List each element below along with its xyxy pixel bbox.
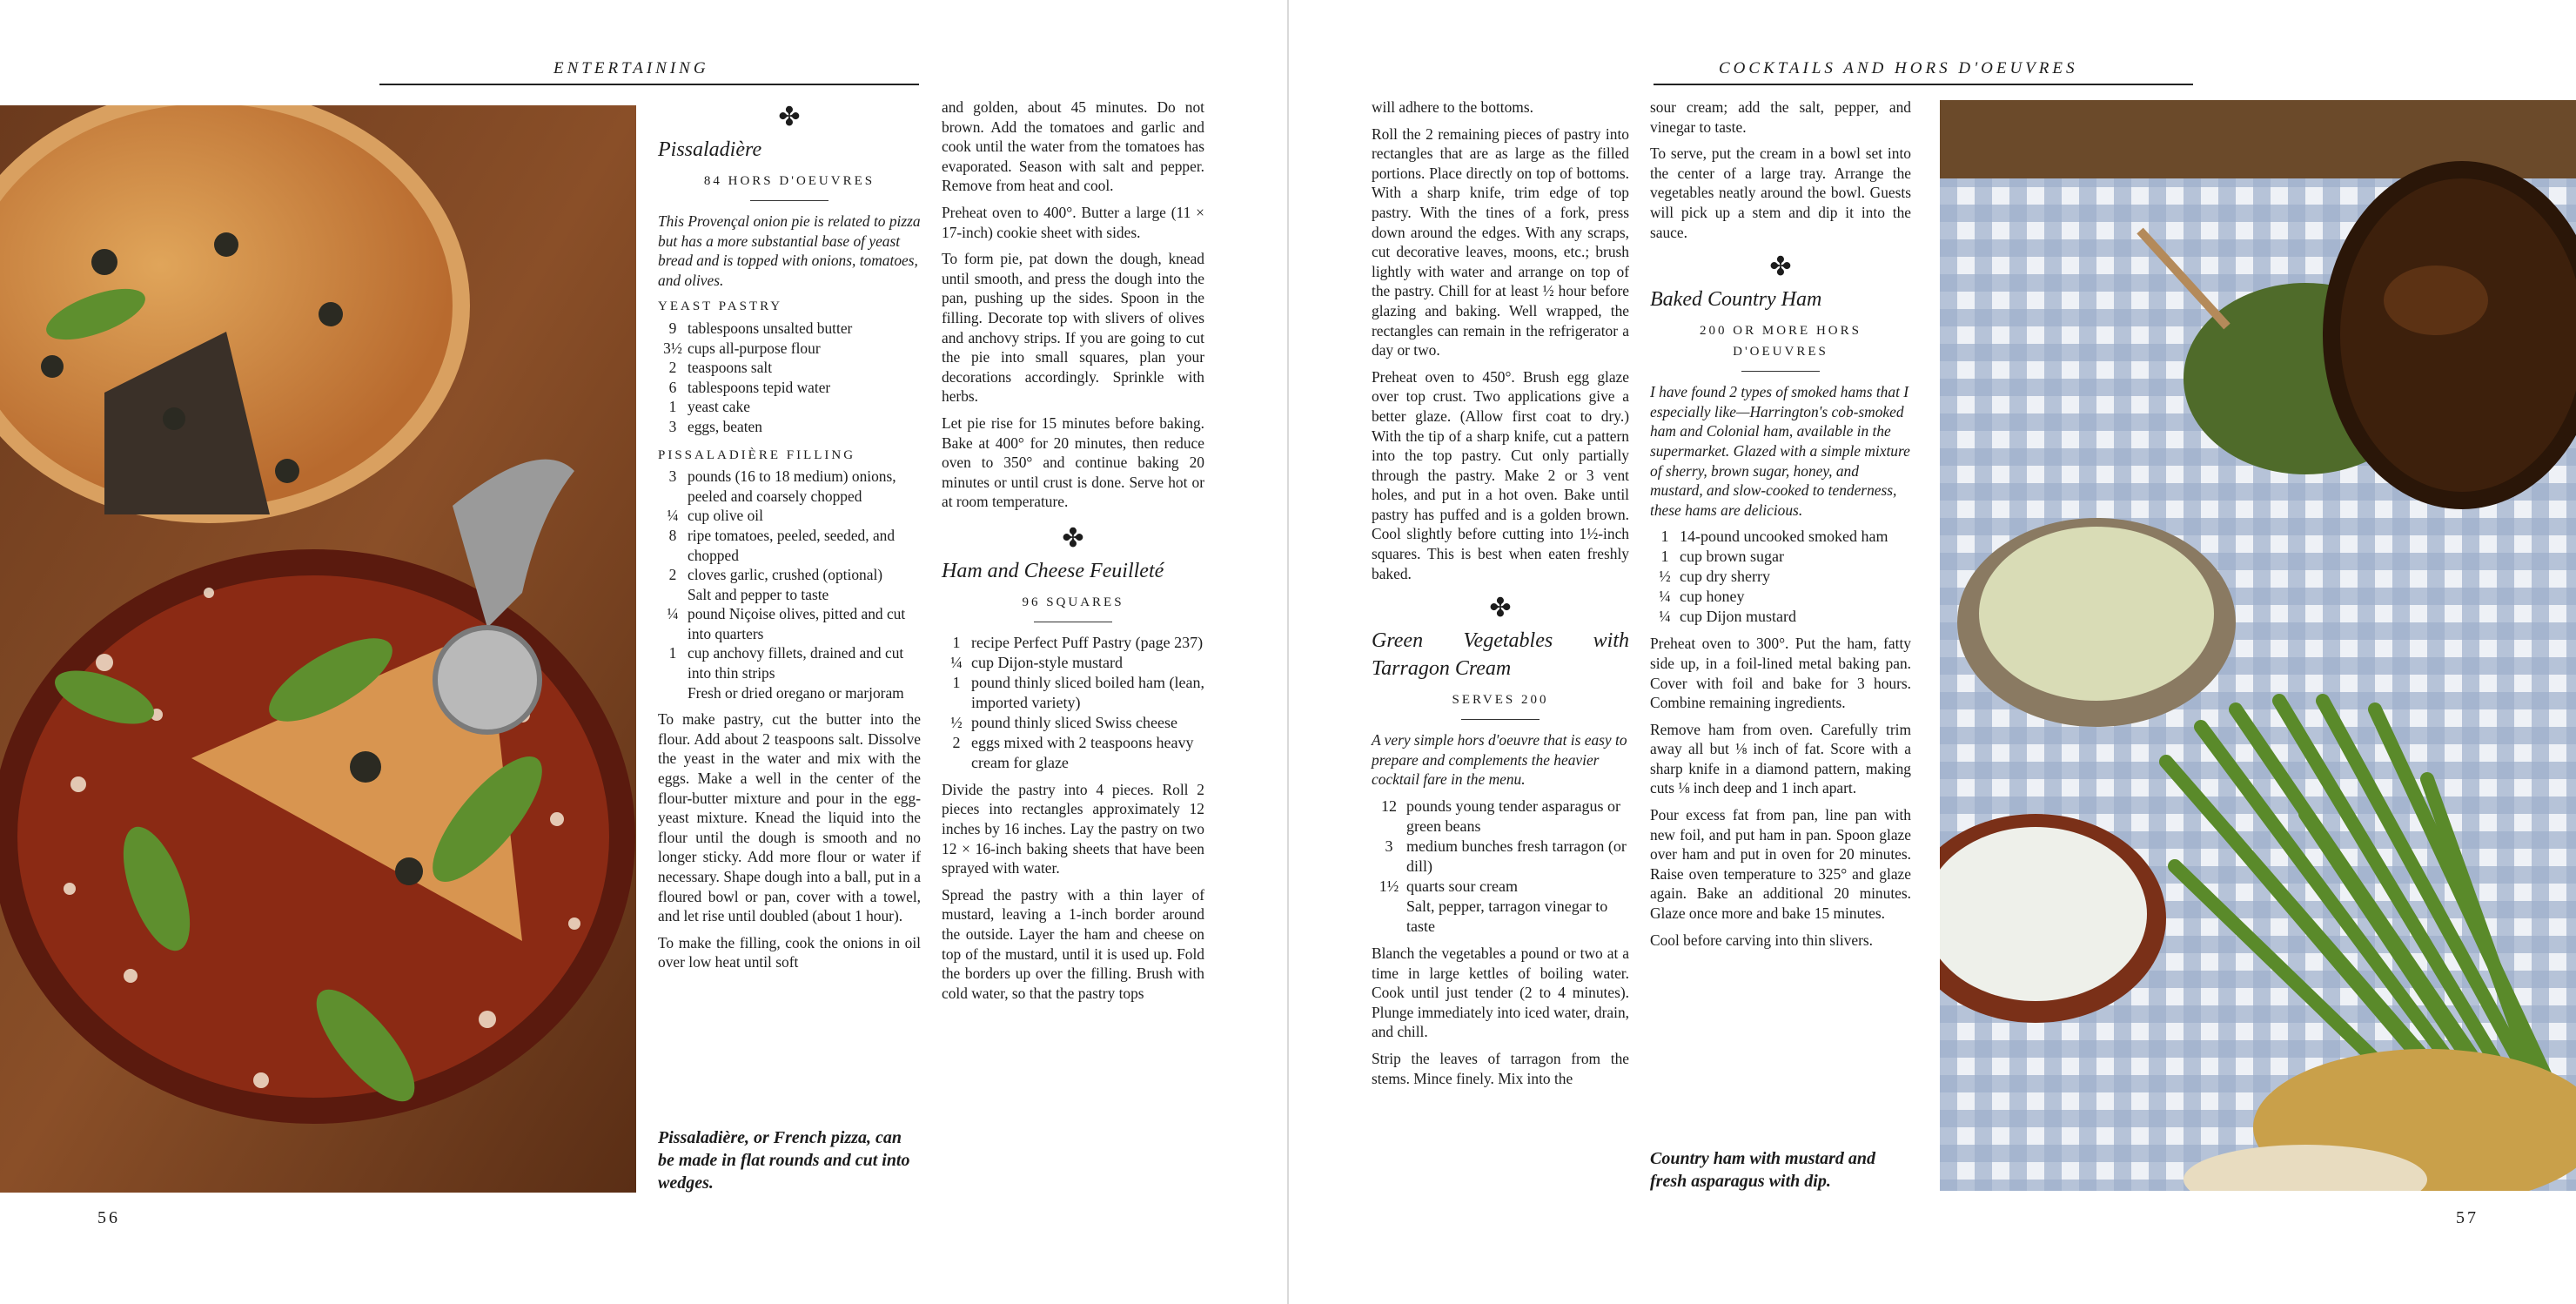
recipe-intro: I have found 2 types of smoked hams that I especially like—Harrington's cob-smoked ham and Colonial ham, available in the supermarket. Glazed with a simple mixture of sherry, brown sugar, honey, and mustard, and slow-cooked to tenderness, these hams are delicious. — [1650, 383, 1910, 519]
ingredient-item: ¼ pound Niçoise olives, pitted and cut into quarters — [667, 605, 906, 642]
page-gutter — [1287, 0, 1289, 1304]
ingredient-item: Salt and pepper to taste — [688, 585, 829, 603]
method-paragraph: Preheat oven to 400°. Butter a large (11 × 17-inch) cookie sheet with sides. — [942, 203, 1204, 241]
header-rule-left — [379, 84, 919, 85]
ingredient-item: ½ pound thinly sliced Swiss cheese — [950, 713, 1177, 731]
photo-caption-left: Pissaladière, or French pizza, can be made in flat rounds and cut into wedges. — [658, 1128, 910, 1193]
ingredient-item: Salt, pepper, tarragon vinegar to taste — [1406, 897, 1608, 936]
method-paragraph: Blanch the vegetables a pound or two at a time in large kettles of boiling water. Cook until just tender (2 to 4 minutes). Plunge immediately into iced water, drain, and chill. — [1372, 944, 1629, 1041]
header-rule-right — [1654, 84, 2193, 85]
ingredient-item: 3 medium bunches fresh tarragon (or dill) — [1385, 837, 1627, 876]
recipe-yield: 96 SQUARES — [1022, 595, 1124, 609]
ingredient-item: 2 cloves garlic, crushed (optional) — [668, 566, 883, 584]
ingredient-item: ¼ cup Dijon-style mustard — [950, 653, 1123, 671]
method-paragraph: To serve, put the cream in a bowl set into the center of a large tray. Arrange the vegetables neatly around the bowl. Guests will pick up a stem and dip it into the sauce. — [1650, 145, 1911, 241]
method-paragraph: Divide the pastry into 4 pieces. Roll 2 pieces into rectangles approximately 12 inches by 16 inches. Lay the pastry on two 12 × 16-inch baking sheets that have been sprayed with water. — [942, 780, 1204, 877]
ingredient-item: 3½ cups all-purpose flour — [663, 339, 821, 357]
ingredient-item: Fresh or dried oregano or marjoram — [688, 683, 904, 702]
method-paragraph: Spread the pastry with a thin layer of mustard, leaving a 1-inch border around the outside. Layer the ham and cheese on top of the mustard, until it is used up. Fold the borders up over the filling. Brush with cold water, so that the pastry tops — [942, 885, 1204, 1002]
method-paragraph: Pour excess fat from pan, line pan with new foil, and put ham in pan. Spoon glaze over ham and put in oven for 20 minutes. Raise oven temperature to 325° and glaze again. Bake an additional 20 minutes. Glaze once more and bake 15 minutes. — [1650, 806, 1911, 923]
ingredient-list — [942, 633, 1204, 773]
method-paragraph: Strip the leaves of tarragon from the stems. Mince finely. Mix into the — [1372, 1050, 1629, 1087]
title-rule — [1461, 719, 1540, 720]
ingredient-item: 12 pounds young tender asparagus or green beans — [1381, 797, 1620, 836]
recipe-yield: 200 OR MORE HORS D'OEUVRES — [1700, 324, 1862, 360]
ingredient-item: ¼ cup honey — [1659, 588, 1745, 606]
recipe-intro: A very simple hors d'oeuvre that is easy to prepare and complements the heavier cocktail fare in the menu. — [1372, 731, 1627, 789]
method-paragraph: To form pie, pat down the dough, knead until smooth, and press the dough into the pan, pushing up the sides. Spoon in the filling. Decorate top with slivers of olives and anchovy strips. If you are going to cut the pie into small squares, plan your decorations accordingly. Sprinkle with herbs. — [942, 250, 1204, 406]
pissaladiere-photo — [0, 105, 636, 1193]
ingredient-item: 6 tablespoons tepid water — [668, 378, 831, 396]
method-paragraph: Cool before carving into thin slivers. — [1650, 931, 1873, 949]
recipe-yield: SERVES 200 — [1452, 693, 1549, 708]
method-paragraph: Remove ham from oven. Carefully trim away all but ⅛ inch of fat. Score with a sharp knife in a diamond pattern, making cuts ⅛ inch deep and 1 inch apart. — [1650, 720, 1911, 797]
recipe-title-pissaladiere: Pissaladière — [658, 138, 762, 161]
right-column-2 — [1650, 97, 1911, 957]
left-column-1 — [658, 97, 921, 979]
running-head-right: COCKTAILS AND HORS D'OEUVRES — [1719, 59, 2078, 77]
fleuron-ornament-icon: ✤ — [1489, 594, 1512, 623]
method-paragraph: To make the filling, cook the onions in oil over low heat until soft — [658, 933, 921, 971]
left-column-2 — [942, 97, 1204, 1010]
ingredient-item: 3 pounds (16 to 18 medium) onions, peeled and coarsely chopped — [668, 467, 896, 505]
ingredient-item: 1 recipe Perfect Puff Pastry (page 237) — [952, 633, 1204, 651]
ingredient-list — [1650, 527, 1911, 627]
title-rule — [750, 200, 828, 201]
ingredient-list — [658, 319, 921, 437]
method-paragraph: Let pie rise for 15 minutes before baking. Bake at 400° for 20 minutes, then reduce oven to 350° and continue baking 20 minutes or until crust is done. Serve hot or at room temperature. — [942, 413, 1204, 511]
ingredient-item: 3 eggs, beaten — [668, 417, 762, 435]
ingredient-item: 1 cup brown sugar — [1660, 548, 1784, 566]
fleuron-ornament-icon: ✤ — [778, 103, 801, 131]
method-paragraph: To make pastry, cut the butter into the flour. Add about 2 teaspoons salt. Dissolve the yeast in the water and mix with the eggs. Make a well in the center of the flour-butter mixture and pour in the egg-yeast mixture. Knead the liquid into the flour until the dough is smooth and no longer sticky. Add more flour or water if necessary. Shape dough into a ball, put in a floured bowl or pan, cover with a towel, and let rise until doubled (about 1 hour). — [658, 710, 921, 925]
right-column-1 — [1372, 97, 1629, 1095]
recipe-title-baked-ham: Baked Country Ham — [1650, 288, 1822, 312]
ingredient-item: 9 tablespoons unsalted butter — [668, 319, 853, 337]
page-number-right: 57 — [2456, 1208, 2479, 1227]
ham-and-asparagus-photo — [1940, 100, 2576, 1191]
ingredient-item: 1 cup anchovy fillets, drained and cut into thin strips — [668, 644, 904, 682]
ingredient-item: ¼ cup olive oil — [667, 507, 763, 525]
page-number-left: 56 — [97, 1208, 120, 1227]
ingredient-item: 1 yeast cake — [668, 398, 750, 416]
method-paragraph: will adhere to the bottoms. — [1372, 98, 1533, 116]
ingredient-item: ½ cup dry sherry — [1659, 568, 1770, 586]
ingredient-list — [1372, 797, 1629, 937]
method-paragraph: Preheat oven to 300°. Put the ham, fatty side up, in a foil-lined metal baking pan. Cover with foil and bake for 3 hours. Combine remaining ingredients. — [1650, 635, 1911, 712]
title-rule — [1741, 371, 1820, 372]
ingredient-item: 1 14-pound uncooked smoked ham — [1660, 528, 1888, 546]
ingredient-list — [658, 467, 921, 702]
fleuron-ornament-icon: ✤ — [1769, 252, 1792, 282]
ingredient-item: 1½ quarts sour cream — [1379, 877, 1518, 896]
ingredient-item: 8 ripe tomatoes, peeled, seeded, and chopped — [668, 526, 896, 564]
recipe-intro: This Provençal onion pie is related to pizza but has a more substantial base of yeast bread and is topped with onions, tomatoes, and olives. — [658, 212, 921, 289]
method-paragraph: Roll the 2 remaining pieces of pastry into rectangles that are as large as the filled portions. Place directly on top of bottoms. With a sharp knife, trim edge of top pastry. With the tines of a fork, press down around the edges. With any scraps, cut decorative leaves, moons, etc.; brush lightly with water and arrange on top of the pastry. Chill for at least ½ hour before glazing and baking. Well wrapped, the rectangles can remain in the refrigerator a day or two. — [1372, 124, 1629, 360]
photo-caption-right: Country ham with mustard and fresh asparagus with dip. — [1650, 1149, 1875, 1191]
running-head-left: ENTERTAINING — [553, 59, 709, 77]
ingredient-item: 1 pound thinly sliced boiled ham (lean, imported variety) — [952, 673, 1204, 711]
section-heading: PISSALADIÈRE FILLING — [658, 447, 856, 462]
recipe-title-green-vegetables: Green Vegetables with Tarragon Cream — [1372, 629, 1629, 681]
fleuron-ornament-icon: ✤ — [1062, 523, 1084, 553]
ingredient-item: 2 teaspoons salt — [668, 359, 773, 377]
method-paragraph: sour cream; add the salt, pepper, and vinegar to taste. — [1650, 98, 1911, 136]
ingredient-item: 2 eggs mixed with 2 teaspoons heavy cream for glaze — [952, 733, 1194, 771]
ingredient-item: ¼ cup Dijon mustard — [1659, 608, 1796, 626]
recipe-yield: 84 HORS D'OEUVRES — [703, 174, 875, 188]
recipe-title-ham-cheese: Ham and Cheese Feuilleté — [942, 559, 1164, 582]
method-paragraph: and golden, about 45 minutes. Do not brown. Add the tomatoes and garlic and cook until the water from the tomatoes has evaporated. Season with salt and pepper. Remove from heat and cool. — [942, 98, 1204, 195]
section-heading: YEAST PASTRY — [658, 299, 783, 314]
method-paragraph: Preheat oven to 450°. Brush egg glaze over top crust. Two applications give a better glaze. (Allow first coat to dry.) With the tip of a sharp knife, cut a pattern into the top pastry. Cut only partially through the pastry. Make 2 or 3 vent holes, and put in a hot oven. Bake until pastry has puffed and is a golden brown. Cool slightly before cutting into 1½-inch squares. This is best when eaten freshly baked. — [1372, 367, 1629, 582]
